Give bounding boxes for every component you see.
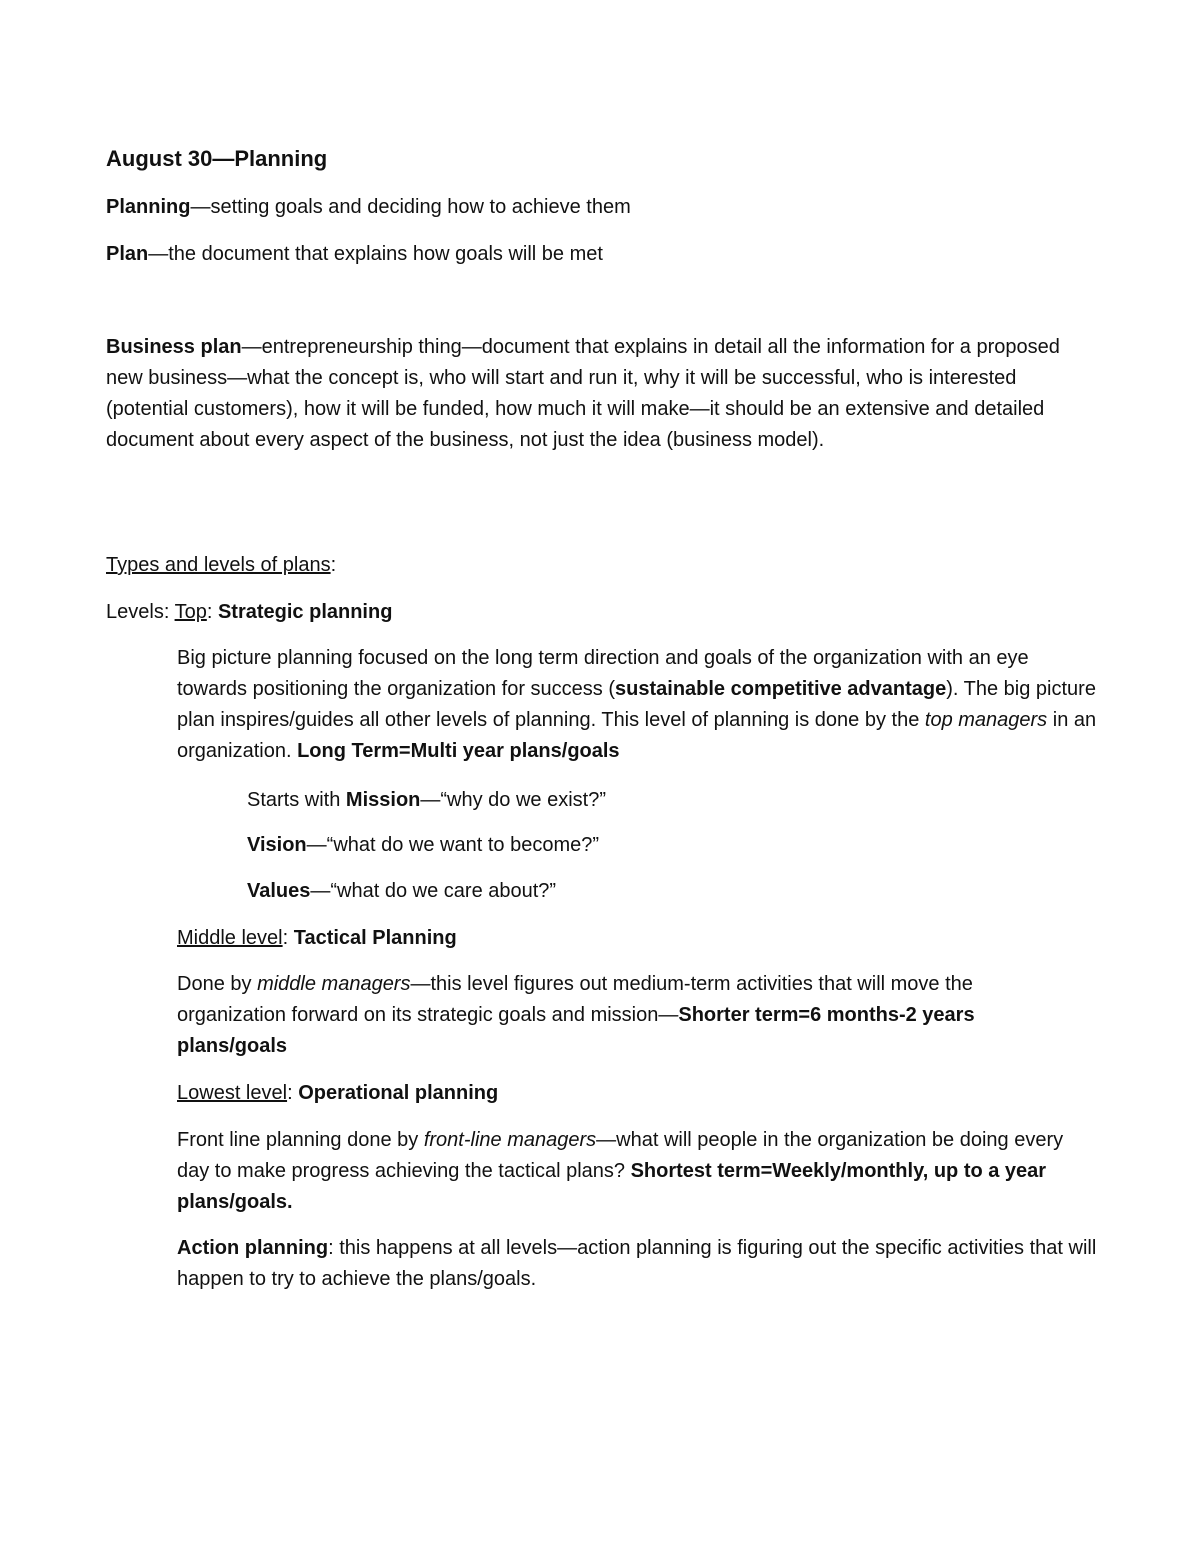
strategic-planning-heading: Strategic planning [217, 601, 393, 623]
tactical-text-1: Done by [177, 973, 258, 995]
tactical-planning-paragraph [177, 969, 1077, 1062]
mission-text: —“why do we exist?” [420, 789, 606, 811]
action-planning-text: : this happens at all levels—action planning is figuring out the specific activities that will happen to try to achieve the plans/goals. [177, 1237, 1097, 1290]
vision-text: —“what do we want to become?” [306, 834, 600, 856]
types-heading-text: Types and levels of plans [106, 554, 331, 576]
vision-term: Vision [247, 834, 307, 856]
strategic-text-2: ). The big picture plan inspires/guides all other levels of planning. This level of planning is done by the [177, 678, 1096, 731]
action-planning-term: Action planning [177, 1237, 329, 1259]
values-term: Values [247, 880, 311, 902]
business-plan-text: —entrepreneurship thing—document that explains in detail all the information for a proposed new business—what the concept is, who will start and run it, why it will be successful, who is interested (potential customers), how it will be funded, how much it will make—it should be an extensive and detailed document about every aspect of the business, not just the idea (business model). [106, 336, 1060, 451]
shortest-term-note: Shortest term=Weekly/monthly, up to a year plans/goals. [177, 1160, 1047, 1213]
lowest-level-separator: : [287, 1082, 299, 1104]
mission-term: Mission [345, 789, 421, 811]
types-heading-colon: : [330, 554, 337, 576]
front-line-managers-term: front-line managers [423, 1129, 597, 1151]
strategic-text-1: Big picture planning focused on the long term direction and goals of the organization with an eye towards positioning the organization for success ( [177, 647, 1029, 700]
tactical-planning-heading: Tactical Planning [293, 927, 457, 949]
levels-prefix: Levels: [106, 601, 175, 623]
plan-term: Plan [106, 243, 149, 265]
lowest-level-label: Lowest level [177, 1082, 288, 1104]
middle-managers-term: middle managers [257, 973, 411, 995]
business-plan-term: Business plan [106, 336, 242, 358]
operational-planning-paragraph [177, 1125, 1097, 1218]
sustainable-advantage-term: sustainable competitive advantage [615, 678, 947, 700]
values-line [247, 876, 1097, 907]
document-title: August 30—Planning [106, 146, 328, 171]
business-plan-paragraph [106, 332, 1066, 456]
plan-definition [106, 239, 1096, 270]
planning-definition [106, 192, 1096, 223]
levels-top-line [106, 597, 1096, 628]
shorter-term-note: Shorter term=6 months-2 years plans/goals [177, 1004, 975, 1057]
operational-planning-heading: Operational planning [298, 1082, 499, 1104]
middle-level-heading [177, 923, 1097, 954]
top-level-separator: : [206, 601, 218, 623]
middle-level-label: Middle level [177, 927, 283, 949]
strategic-text-3: in an organization. [177, 709, 1097, 762]
plan-definition-text: —the document that explains how goals will be met [148, 243, 603, 265]
long-term-note: Long Term=Multi year plans/goals [297, 740, 620, 762]
planning-definition-text: —setting goals and deciding how to achieve them [190, 196, 631, 218]
operational-text-1: Front line planning done by [177, 1129, 424, 1151]
top-managers-term: top managers [924, 709, 1048, 731]
action-planning-paragraph [177, 1233, 1097, 1295]
mission-prefix: Starts with [247, 789, 346, 811]
strategic-planning-paragraph [177, 643, 1097, 767]
values-text: —“what do we care about?” [310, 880, 557, 902]
lowest-level-heading [177, 1078, 1097, 1109]
tactical-text-2: —this level figures out medium-term activities that will move the organization forward on its strategic goals and mission— [177, 973, 973, 1026]
mission-line [247, 785, 1097, 816]
types-heading [106, 550, 1096, 581]
top-level-label: Top [174, 601, 207, 623]
middle-level-separator: : [282, 927, 294, 949]
planning-term: Planning [106, 196, 191, 218]
vision-line [247, 830, 1097, 861]
operational-text-2: —what will people in the organization be doing every day to make progress achieving the tactical plans? [177, 1129, 1064, 1182]
